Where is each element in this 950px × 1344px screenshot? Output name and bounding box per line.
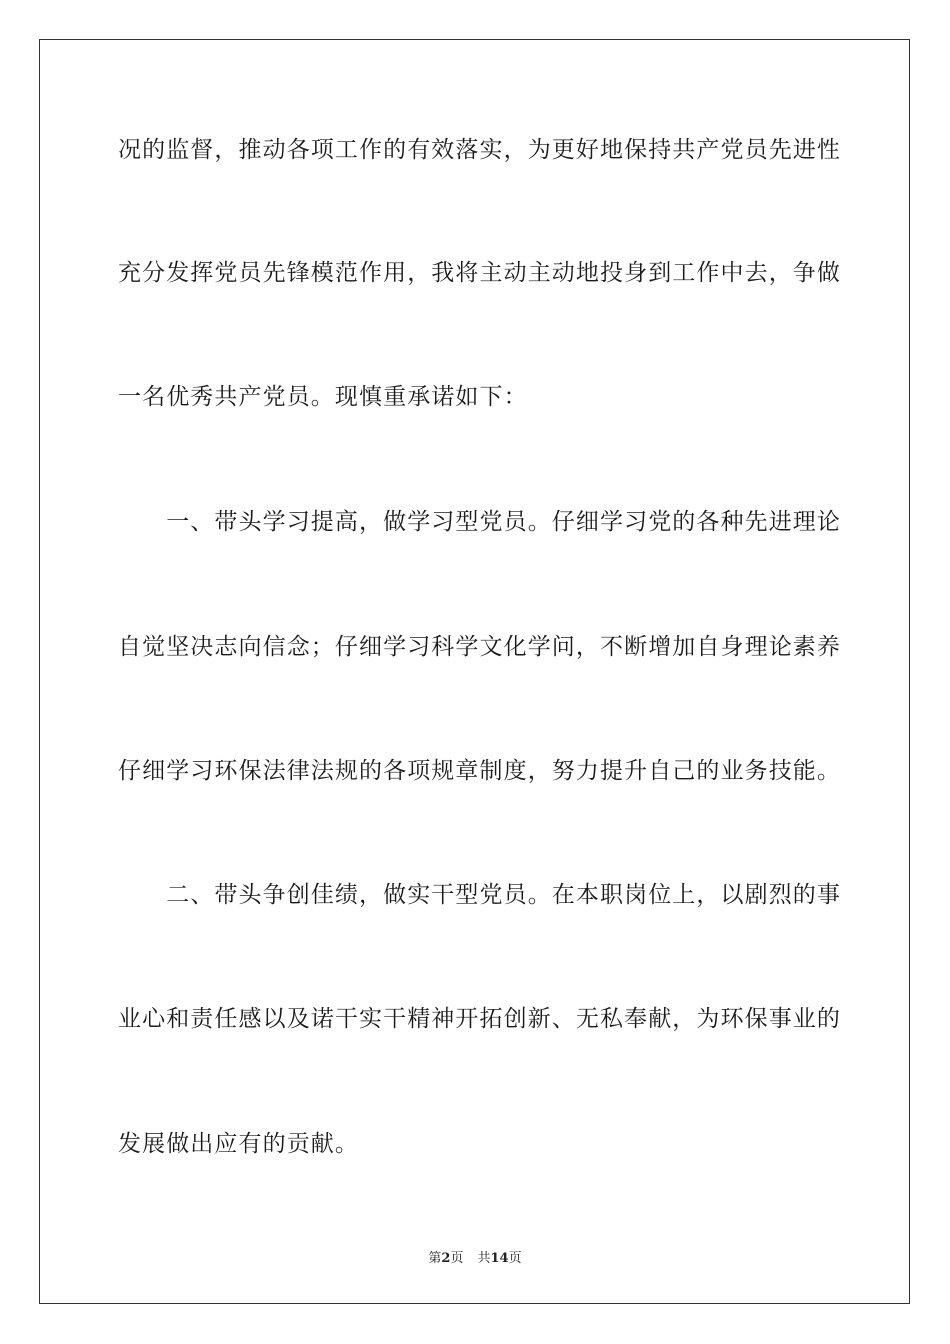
page-suffix: 页 (450, 1251, 464, 1266)
total-pages: 14 (490, 1251, 509, 1266)
body-text-line-1: 况的监督，推动各项工作的有效落实，为更好地保持共产党员先进性 (118, 137, 841, 163)
page-border (39, 39, 910, 1304)
body-text-line-8: 业心和责任感以及诺干实干精神开拓创新、无私奉献，为环保事业的 (118, 1006, 841, 1032)
page-prefix: 第 (428, 1251, 442, 1266)
body-text-line-7: 二、带头争创佳绩，做实干型党员。在本职岗位上，以剧烈的事 (118, 882, 841, 908)
body-text-line-2: 充分发挥党员先锋模范作用，我将主动主动地投身到工作中去，争做 (118, 260, 841, 286)
total-suffix: 页 (508, 1251, 522, 1266)
page-footer (0, 1247, 950, 1266)
body-text-line-9: 发展做出应有的贡献。 (118, 1131, 359, 1157)
body-text-line-4: 一、带头学习提高，做学习型党员。仔细学习党的各种先进理论 (118, 509, 841, 535)
page-number: 2 (441, 1251, 451, 1266)
body-text-line-3: 一名优秀共产党员。现慎重承诺如下： (118, 384, 528, 410)
body-text-line-6: 仔细学习环保法律法规的各项规章制度，努力提升自己的业务技能。 (118, 758, 841, 784)
body-text-line-5: 自觉坚决志向信念；仔细学习科学文化学问，不断增加自身理论素养 (118, 634, 841, 660)
total-prefix: 共 (477, 1251, 491, 1266)
